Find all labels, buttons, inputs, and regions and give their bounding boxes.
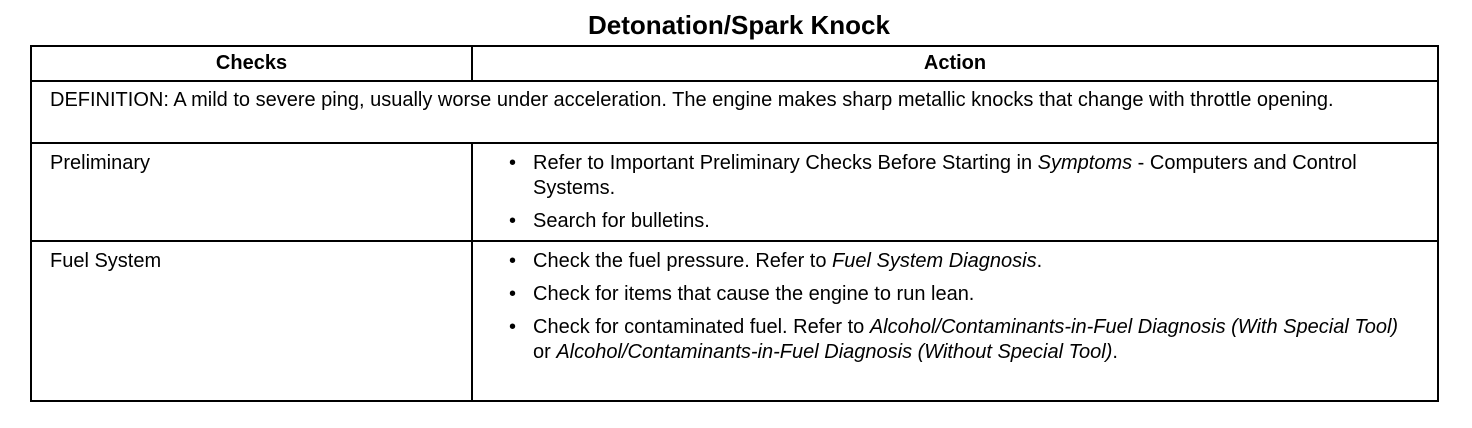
action-item: [509, 282, 1421, 307]
check-cell-preliminary: Preliminary: [31, 143, 472, 241]
action-text-segment: Refer to Important Preliminary Checks Before Starting in: [533, 152, 1038, 174]
column-header-action: Action: [472, 46, 1438, 81]
action-text-segment: Search for bulletins.: [533, 210, 710, 232]
action-text-segment: .: [1112, 341, 1118, 363]
bullet-icon: •: [509, 316, 517, 338]
document-title: Detonation/Spark Knock: [588, 10, 890, 40]
bullet-icon: •: [509, 250, 517, 272]
action-text-segment: Check for contaminated fuel. Refer to: [533, 316, 870, 338]
action-cell-fuel-system: [472, 241, 1438, 401]
action-text-segment: - Computers and Control Systems.: [533, 152, 1357, 199]
bullet-icon: •: [509, 210, 517, 232]
table-header-row: [31, 46, 1438, 81]
action-item: [509, 209, 1421, 234]
column-header-checks: Checks: [31, 46, 472, 81]
definition-row: [31, 81, 1438, 143]
action-text-segment: Check for items that cause the engine to run lean.: [533, 283, 975, 305]
action-text-segment: .: [1036, 250, 1043, 272]
diagnostic-table: [30, 45, 1439, 402]
table-row: [31, 241, 1438, 401]
action-list: [509, 249, 1421, 365]
action-text-segment: Check the fuel pressure. Refer to: [533, 250, 833, 272]
action-item: [509, 315, 1421, 365]
action-list: [509, 151, 1421, 234]
action-item: [509, 249, 1421, 274]
reference-link-text: Alcohol/Contaminants-in-Fuel Diagnosis (Without Special Tool): [556, 341, 1113, 363]
definition-text: DEFINITION: A mild to severe ping, usually worse under acceleration. The engine makes sharp metallic knocks that change with throttle opening.: [31, 81, 1438, 143]
bullet-icon: •: [509, 152, 517, 174]
check-cell-fuel-system: Fuel System: [31, 241, 472, 401]
action-text-segment: or: [533, 341, 557, 363]
action-item: [509, 151, 1421, 201]
table-row: [31, 143, 1438, 241]
action-cell-preliminary: [472, 143, 1438, 241]
bullet-icon: •: [509, 283, 517, 305]
reference-link-text: Fuel System Diagnosis: [832, 250, 1037, 272]
reference-link-text: Symptoms: [1037, 152, 1133, 174]
reference-link-text: Alcohol/Contaminants-in-Fuel Diagnosis (With Special Tool): [869, 316, 1399, 338]
